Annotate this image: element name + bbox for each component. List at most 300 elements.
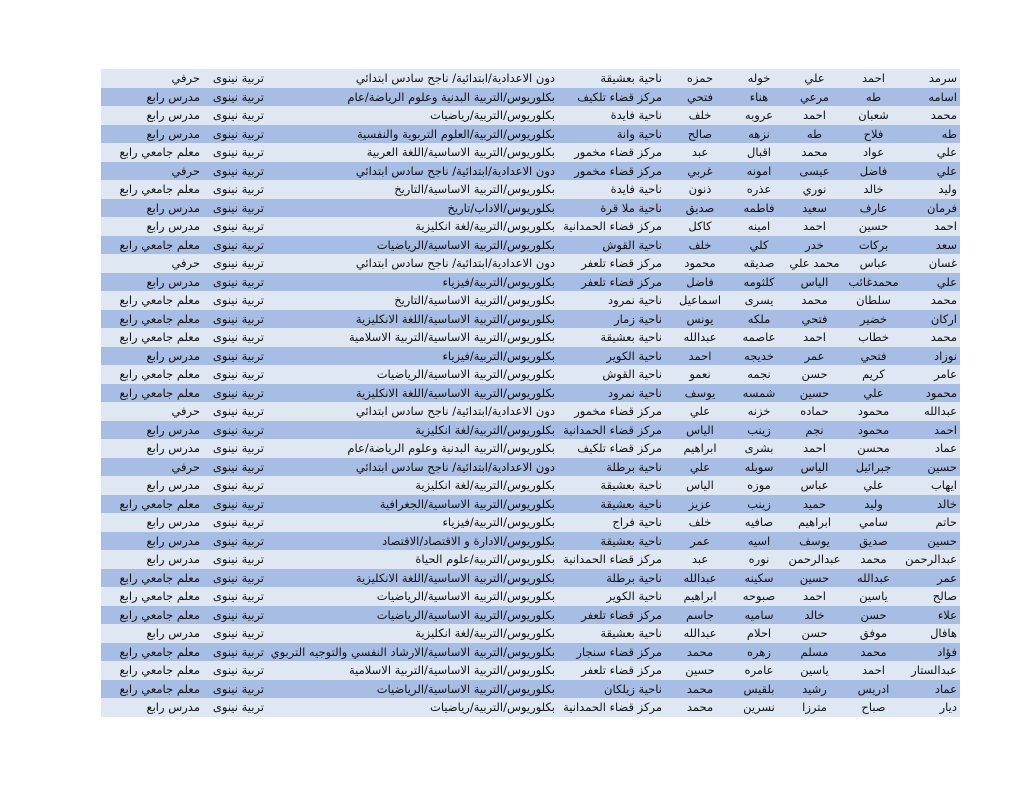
directorate-cell: تربية نينوى <box>212 459 264 474</box>
first-name-cell: عماد <box>934 441 957 455</box>
mother-name-cell: صبوحه <box>742 589 776 603</box>
job-title-cell: مدرس رابع <box>146 700 200 714</box>
first-name-cell: علي <box>936 274 957 289</box>
father-name-cell: طه <box>865 89 882 104</box>
first-name-cell: اركان <box>930 311 957 326</box>
mother-name-cell: هناء <box>749 89 769 104</box>
father-name-cell: محمد <box>860 552 887 566</box>
directorate-cell: تربية نينوى <box>212 108 264 122</box>
first-name-cell: فؤاد <box>937 644 957 659</box>
father-name-cell: حسن <box>860 607 887 622</box>
qualification-cell: بكلوريوس/التربية البدنية وعلوم الرياضة/عام <box>347 441 555 455</box>
grandfather-name-cell: احمد <box>803 441 826 455</box>
grandfather-name-cell: محمد <box>801 293 828 307</box>
qualification-cell: دون الاعدادية/ابتدائية/ ناجح سادس ابتدائي <box>355 256 555 270</box>
father-name-cell: فاضل <box>859 163 888 178</box>
location-cell: ناحية بعشيقة <box>600 330 662 344</box>
father-name-cell: صباح <box>861 700 886 714</box>
mother-name-cell: شمسه <box>742 385 776 400</box>
directorate-cell: تربية نينوى <box>212 145 264 159</box>
mother-name-cell: عذره <box>746 182 772 196</box>
mother-father-name-cell: خلف <box>688 515 712 529</box>
grandfather-name-cell: محمد <box>801 145 828 159</box>
grandfather-name-cell: خدر <box>805 237 824 252</box>
first-name-cell: عبدالستار <box>911 663 957 677</box>
mother-name-cell: بشرى <box>744 441 774 455</box>
mother-father-name-cell: صالح <box>687 126 713 141</box>
first-name-cell: عمر <box>937 570 957 585</box>
mother-name-cell: امينه <box>747 219 771 233</box>
mother-father-name-cell: محمد <box>686 644 714 659</box>
qualification-cell: بكلوريوس/الادارة و الاقتصاد/الاقتصاد <box>382 533 555 548</box>
father-name-cell: خالد <box>863 182 884 196</box>
father-name-cell: محمدغائب <box>848 274 899 289</box>
job-title-cell: مدرس رابع <box>146 515 200 529</box>
mother-father-name-cell: عبدالله <box>683 570 717 585</box>
father-name-cell: كريم <box>862 367 885 381</box>
father-name-cell: محمود <box>857 404 890 418</box>
table-row <box>101 661 960 680</box>
location-cell: ناحية القوش <box>602 237 662 252</box>
qualification-cell: دون الاعدادية/ابتدائية/ ناجح سادس ابتدائي <box>355 163 555 178</box>
mother-father-name-cell: خلف <box>688 108 712 122</box>
mother-father-name-cell: عبدالله <box>683 330 717 344</box>
first-name-cell: احمد <box>934 219 957 233</box>
table-row <box>101 421 960 440</box>
first-name-cell: محمد <box>930 293 957 307</box>
first-name-cell: طه <box>941 126 957 141</box>
grandfather-name-cell: مترزا <box>802 700 827 714</box>
first-name-cell: احمد <box>934 422 957 437</box>
job-title-cell: مدرس رابع <box>146 348 200 363</box>
mother-name-cell: كلي <box>749 237 769 252</box>
job-title-cell: مدرس رابع <box>146 200 200 215</box>
location-cell: ناحية برطلة <box>606 459 662 474</box>
grandfather-name-cell: مرعي <box>800 89 829 104</box>
grandfather-name-cell: رشيد <box>802 681 827 696</box>
directorate-cell: تربية نينوى <box>212 182 264 196</box>
job-title-cell: مدرس رابع <box>146 422 200 437</box>
job-title-cell: مدرس رابع <box>146 274 200 289</box>
job-title-cell: معلم جامعي رابع <box>119 663 200 677</box>
mother-name-cell: ساميه <box>744 607 774 622</box>
directorate-cell: تربية نينوى <box>212 496 264 511</box>
location-cell: مركز قضاء تلعفر <box>581 274 662 289</box>
qualification-cell: بكلوريوس/التربية/العلوم التربوية والنفسية <box>356 126 555 141</box>
grandfather-name-cell: خالد <box>804 607 825 622</box>
qualification-cell: بكلوريوس/التربية/لغة انكليزية <box>415 422 555 437</box>
table-row <box>101 698 960 717</box>
qualification-cell: بكلوريوس/التربية الاساسية/الرياضيات <box>376 589 555 603</box>
first-name-cell: ديار <box>939 700 957 714</box>
table-row <box>101 513 960 532</box>
directorate-cell: تربية نينوى <box>212 515 264 529</box>
first-name-cell: وليد <box>938 182 957 196</box>
qualification-cell: بكلوريوس/التربية الاساسية/الرياضيات <box>376 237 555 252</box>
grandfather-name-cell: احمد <box>803 589 826 603</box>
qualification-cell: بكلوريوس/التربية الاساسية/التربية الاسلامية <box>348 663 555 677</box>
father-name-cell: خطاب <box>858 330 889 344</box>
directorate-cell: تربية نينوى <box>212 126 264 141</box>
directorate-cell: تربية نينوى <box>212 663 264 677</box>
mother-name-cell: يسرى <box>744 293 774 307</box>
mother-father-name-cell: احمد <box>688 348 712 363</box>
mother-father-name-cell: عزيز <box>688 496 712 511</box>
first-name-cell: هافال <box>930 626 957 640</box>
mother-father-name-cell: يونس <box>686 311 714 326</box>
grandfather-name-cell: نوري <box>802 182 827 196</box>
mother-name-cell: سكينه <box>744 570 774 585</box>
first-name-cell: محمود <box>925 385 957 400</box>
father-name-cell: موفق <box>859 626 888 640</box>
father-name-cell: شعبان <box>858 108 889 122</box>
grandfather-name-cell: سعيد <box>802 200 827 215</box>
grandfather-name-cell: عبدالرحمن <box>788 552 841 566</box>
mother-name-cell: بلقيس <box>743 681 775 696</box>
location-cell: ناحية نمرود <box>608 385 662 400</box>
qualification-cell: بكلوريوس/التربية/لغة انكليزية <box>415 478 555 492</box>
first-name-cell: محمد <box>930 330 957 344</box>
father-name-cell: محسن <box>857 441 890 455</box>
table-row <box>101 439 960 458</box>
grandfather-name-cell: حميد <box>802 496 827 511</box>
father-name-cell: خضير <box>860 311 887 326</box>
father-name-cell: سلطان <box>856 293 891 307</box>
grandfather-name-cell: محمد علي <box>789 256 840 270</box>
job-title-cell: حرفي <box>171 256 200 270</box>
job-title-cell: مدرس رابع <box>146 626 200 640</box>
first-name-cell: صالح <box>932 589 957 603</box>
mother-father-name-cell: عمر <box>690 533 710 548</box>
table-row <box>101 365 960 384</box>
location-cell: ناحية الكوير <box>606 589 662 603</box>
mother-name-cell: احلام <box>746 626 772 640</box>
qualification-cell: بكلوريوس/التربية البدنية وعلوم الرياضة/عام <box>347 89 555 104</box>
table-row <box>101 143 960 162</box>
qualification-cell: بكلوريوس/التربية/فيزياء <box>442 348 555 363</box>
job-title-cell: معلم جامعي رابع <box>119 367 200 381</box>
grandfather-name-cell: نجم <box>805 422 824 437</box>
qualification-cell: بكلوريوس/التربية/رياضيات <box>430 108 555 122</box>
table-row <box>101 88 960 107</box>
location-cell: ناحية بعشيقة <box>600 71 662 85</box>
first-name-cell: علي <box>936 163 957 178</box>
mother-name-cell: نسرين <box>743 700 775 714</box>
first-name-cell: فرمان <box>927 200 957 215</box>
mother-father-name-cell: نعمو <box>689 367 711 381</box>
mother-father-name-cell: غربي <box>687 163 713 178</box>
qualification-cell: دون الاعدادية/ابتدائية/ ناجح سادس ابتدائي <box>355 404 555 418</box>
location-cell: مركز قضاء مخمور <box>574 163 662 178</box>
job-title-cell: معلم جامعي رابع <box>119 607 200 622</box>
directorate-cell: تربية نينوى <box>212 89 264 104</box>
first-name-cell: حسين <box>927 533 957 548</box>
job-title-cell: معلم جامعي رابع <box>119 145 200 159</box>
job-title-cell: معلم جامعي رابع <box>119 182 200 196</box>
mother-father-name-cell: عبدالله <box>683 626 717 640</box>
mother-father-name-cell: علي <box>689 404 711 418</box>
qualification-cell: دون الاعدادية/ابتدائية/ ناجح سادس ابتدائي <box>355 71 555 85</box>
mother-name-cell: نوره <box>748 552 770 566</box>
mother-father-name-cell: ابراهيم <box>683 589 717 603</box>
mother-name-cell: زينب <box>747 422 771 437</box>
grandfather-name-cell: حماده <box>800 404 829 418</box>
table-row <box>101 310 960 329</box>
mother-father-name-cell: عبد <box>691 552 709 566</box>
location-cell: مركز قضاء الحمدانية <box>563 700 662 714</box>
appointments-table <box>101 69 960 717</box>
father-name-cell: احمد <box>862 663 885 677</box>
qualification-cell: بكلوريوس/الاداب/تاريخ <box>447 200 555 215</box>
job-title-cell: مدرس رابع <box>146 89 200 104</box>
qualification-cell: بكلوريوس/التربية الاساسية/الرياضيات <box>376 607 555 622</box>
first-name-cell: محمد <box>930 108 957 122</box>
qualification-cell: بكلوريوس/التربية الاساسية/الرياضيات <box>376 367 555 381</box>
mother-name-cell: خزنه <box>747 404 771 418</box>
location-cell: ناحية نمرود <box>608 293 662 307</box>
location-cell: ناحية زيلكان <box>604 681 662 696</box>
directorate-cell: تربية نينوى <box>212 330 264 344</box>
directorate-cell: تربية نينوى <box>212 200 264 215</box>
qualification-cell: بكلوريوس/التربية الاساسية/اللغة الانكليزية <box>355 570 555 585</box>
mother-name-cell: اقبال <box>746 145 772 159</box>
location-cell: ناحية وانة <box>616 126 662 141</box>
location-cell: ناحية بعشيقة <box>600 626 662 640</box>
qualification-cell: بكلوريوس/التربية الاساسية/التاريخ <box>394 182 555 196</box>
father-name-cell: فتحي <box>860 348 887 363</box>
table-row <box>101 328 960 347</box>
grandfather-name-cell: مسلم <box>800 644 829 659</box>
grandfather-name-cell: ابراهيم <box>797 515 832 529</box>
table-row <box>101 273 960 292</box>
directorate-cell: تربية نينوى <box>212 644 264 659</box>
table-row <box>101 624 960 643</box>
table-row <box>101 125 960 144</box>
father-name-cell: عواد <box>862 145 885 159</box>
mother-name-cell: سوبله <box>744 459 774 474</box>
location-cell: ناحية بعشيقة <box>600 478 662 492</box>
mother-father-name-cell: صديق <box>685 200 715 215</box>
job-title-cell: معلم جامعي رابع <box>119 589 200 603</box>
directorate-cell: تربية نينوى <box>212 422 264 437</box>
job-title-cell: حرفي <box>171 71 200 85</box>
table-row <box>101 680 960 699</box>
mother-father-name-cell: جاسم <box>686 607 714 622</box>
grandfather-name-cell: عيسى <box>799 163 830 178</box>
location-cell: مركز قضاء سنجار <box>576 644 662 659</box>
first-name-cell: سرمد <box>928 71 957 85</box>
mother-father-name-cell: فتحي <box>687 89 713 104</box>
job-title-cell: حرفي <box>171 459 200 474</box>
mother-name-cell: صافيه <box>744 515 774 529</box>
mother-name-cell: نزهه <box>748 126 770 141</box>
table-row <box>101 643 960 662</box>
directorate-cell: تربية نينوى <box>212 552 264 566</box>
directorate-cell: تربية نينوى <box>212 681 264 696</box>
directorate-cell: تربية نينوى <box>212 219 264 233</box>
directorate-cell: تربية نينوى <box>212 626 264 640</box>
directorate-cell: تربية نينوى <box>212 385 264 400</box>
table-row <box>101 550 960 569</box>
first-name-cell: اسامه <box>928 89 957 104</box>
father-name-cell: عبدالله <box>856 570 891 585</box>
job-title-cell: مدرس رابع <box>146 219 200 233</box>
location-cell: مركز قضاء تلعفر <box>581 256 662 270</box>
location-cell: مركز قضاء تلعفر <box>581 663 662 677</box>
mother-name-cell: خديجه <box>744 348 774 363</box>
directorate-cell: تربية نينوى <box>212 533 264 548</box>
location-cell: مركز قضاء مخمور <box>574 145 662 159</box>
father-name-cell: وليد <box>864 496 883 511</box>
qualification-cell: بكلوريوس/التربية/علوم الحياة <box>415 552 555 566</box>
job-title-cell: معلم جامعي رابع <box>119 330 200 344</box>
job-title-cell: معلم جامعي رابع <box>119 385 200 400</box>
first-name-cell: علي <box>936 145 957 159</box>
grandfather-name-cell: حسن <box>801 626 828 640</box>
table-row <box>101 495 960 514</box>
first-name-cell: علاء <box>937 607 957 622</box>
grandfather-name-cell: فتحي <box>801 311 828 326</box>
first-name-cell: سعد <box>935 237 957 252</box>
mother-name-cell: عروبه <box>744 108 774 122</box>
mother-name-cell: كلثومه <box>743 274 775 289</box>
location-cell: ناحية برطلة <box>606 570 662 585</box>
mother-name-cell: عامره <box>744 663 774 677</box>
table-row <box>101 532 960 551</box>
table-row <box>101 106 960 125</box>
location-cell: ناحية الكوير <box>606 348 662 363</box>
location-cell: ناحية فايدة <box>610 182 662 196</box>
mother-name-cell: زهره <box>747 644 771 659</box>
location-cell: مركز قضاء الحمدانية <box>563 552 662 566</box>
job-title-cell: مدرس رابع <box>146 552 200 566</box>
mother-father-name-cell: يوسف <box>684 385 716 400</box>
mother-name-cell: امونه <box>746 163 772 178</box>
directorate-cell: تربية نينوى <box>212 274 264 289</box>
table-row <box>101 217 960 236</box>
mother-father-name-cell: الياس <box>686 478 714 492</box>
job-title-cell: معلم جامعي رابع <box>119 570 200 585</box>
location-cell: ناحية فايدة <box>610 108 662 122</box>
job-title-cell: مدرس رابع <box>146 441 200 455</box>
location-cell: ناحية زمار <box>614 311 662 326</box>
job-title-cell: حرفي <box>171 163 200 178</box>
first-name-cell: نوزاد <box>933 348 957 363</box>
location-cell: مركز قضاء الحمدانية <box>563 219 662 233</box>
first-name-cell: عامر <box>934 367 957 381</box>
directorate-cell: تربية نينوى <box>212 404 264 418</box>
location-cell: ناحية بعشيقة <box>600 533 662 548</box>
mother-name-cell: نجمه <box>747 367 771 381</box>
qualification-cell: بكلوريوس/التربية/لغة انكليزية <box>415 626 555 640</box>
table-row <box>101 236 960 255</box>
father-name-cell: بركات <box>858 237 889 252</box>
qualification-cell: بكلوريوس/التربية الاساسية/التاريخ <box>394 293 555 307</box>
directorate-cell: تربية نينوى <box>212 478 264 492</box>
table-row <box>101 180 960 199</box>
mother-father-name-cell: الياس <box>686 422 714 437</box>
table-row <box>101 347 960 366</box>
qualification-cell: بكلوريوس/التربية/فيزياء <box>442 515 555 529</box>
directorate-cell: تربية نينوى <box>212 700 264 714</box>
mother-father-name-cell: محمود <box>684 256 716 270</box>
table-row <box>101 254 960 273</box>
location-cell: مركز قضاء الحمدانية <box>563 422 662 437</box>
location-cell: ناحية ملا قرة <box>600 200 662 215</box>
mother-father-name-cell: محمد <box>686 700 714 714</box>
father-name-cell: علي <box>863 385 884 400</box>
mother-name-cell: اسيه <box>747 533 771 548</box>
father-name-cell: صديق <box>859 533 888 548</box>
father-name-cell: احمد <box>862 71 885 85</box>
father-name-cell: جبرائيل <box>855 459 892 474</box>
qualification-cell: بكلوريوس/التربية/فيزياء <box>442 274 555 289</box>
table-row <box>101 291 960 310</box>
grandfather-name-cell: يوسف <box>799 533 830 548</box>
grandfather-name-cell: حسين <box>799 385 830 400</box>
location-cell: مركز قضاء تلكيف <box>577 89 662 104</box>
father-name-cell: محمد <box>860 644 887 659</box>
location-cell: ناحية فراج <box>612 515 662 529</box>
father-name-cell: حسين <box>858 219 889 233</box>
qualification-cell: بكلوريوس/التربية الاساسية/الارشاد النفسي والتوجيه التربوي <box>270 644 555 659</box>
qualification-cell: بكلوريوس/التربية الاساسية/اللغة العربية <box>366 145 555 159</box>
mother-father-name-cell: ذنون <box>688 182 712 196</box>
grandfather-name-cell: الياس <box>800 274 829 289</box>
mother-father-name-cell: محمد <box>686 681 714 696</box>
job-title-cell: معلم جامعي رابع <box>119 237 200 252</box>
mother-name-cell: موزه <box>747 478 771 492</box>
job-title-cell: حرفي <box>171 404 200 418</box>
location-cell: مركز قضاء تلكيف <box>577 441 662 455</box>
table-row <box>101 69 960 88</box>
grandfather-name-cell: طه <box>806 126 823 141</box>
qualification-cell: بكلوريوس/التربية/لغة انكليزية <box>415 219 555 233</box>
mother-father-name-cell: اسماعيل <box>678 293 722 307</box>
location-cell: مركز قضاء تلعفر <box>581 607 662 622</box>
qualification-cell: بكلوريوس/التربية الاساسية/الرياضيات <box>376 681 555 696</box>
directorate-cell: تربية نينوى <box>212 237 264 252</box>
mother-father-name-cell: خلف <box>688 237 712 252</box>
directorate-cell: تربية نينوى <box>212 293 264 307</box>
location-cell: ناحية القوش <box>602 367 662 381</box>
mother-name-cell: ملكه <box>747 311 771 326</box>
table-row <box>101 606 960 625</box>
table-row <box>101 569 960 588</box>
directorate-cell: تربية نينوى <box>212 367 264 381</box>
location-cell: مركز قضاء مخمور <box>574 404 662 418</box>
first-name-cell: عبدالرحمن <box>905 552 957 566</box>
grandfather-name-cell: الياس <box>800 459 829 474</box>
father-name-cell: ياسين <box>859 589 888 603</box>
directorate-cell: تربية نينوى <box>212 71 264 85</box>
mother-father-name-cell: حمزه <box>686 71 714 85</box>
first-name-cell: خالد <box>936 496 957 511</box>
grandfather-name-cell: ياسين <box>800 663 829 677</box>
mother-father-name-cell: عبد <box>691 145 709 159</box>
mother-father-name-cell: كاكل <box>688 219 712 233</box>
job-title-cell: معلم جامعي رابع <box>119 293 200 307</box>
first-name-cell: حاتم <box>935 515 957 529</box>
grandfather-name-cell: احمد <box>803 108 826 122</box>
job-title-cell: مدرس رابع <box>146 478 200 492</box>
father-name-cell: علي <box>863 478 884 492</box>
job-title-cell: معلم جامعي رابع <box>119 681 200 696</box>
father-name-cell: سامي <box>859 515 888 529</box>
father-name-cell: عارف <box>859 200 888 215</box>
table-row <box>101 458 960 477</box>
directorate-cell: تربية نينوى <box>212 441 264 455</box>
